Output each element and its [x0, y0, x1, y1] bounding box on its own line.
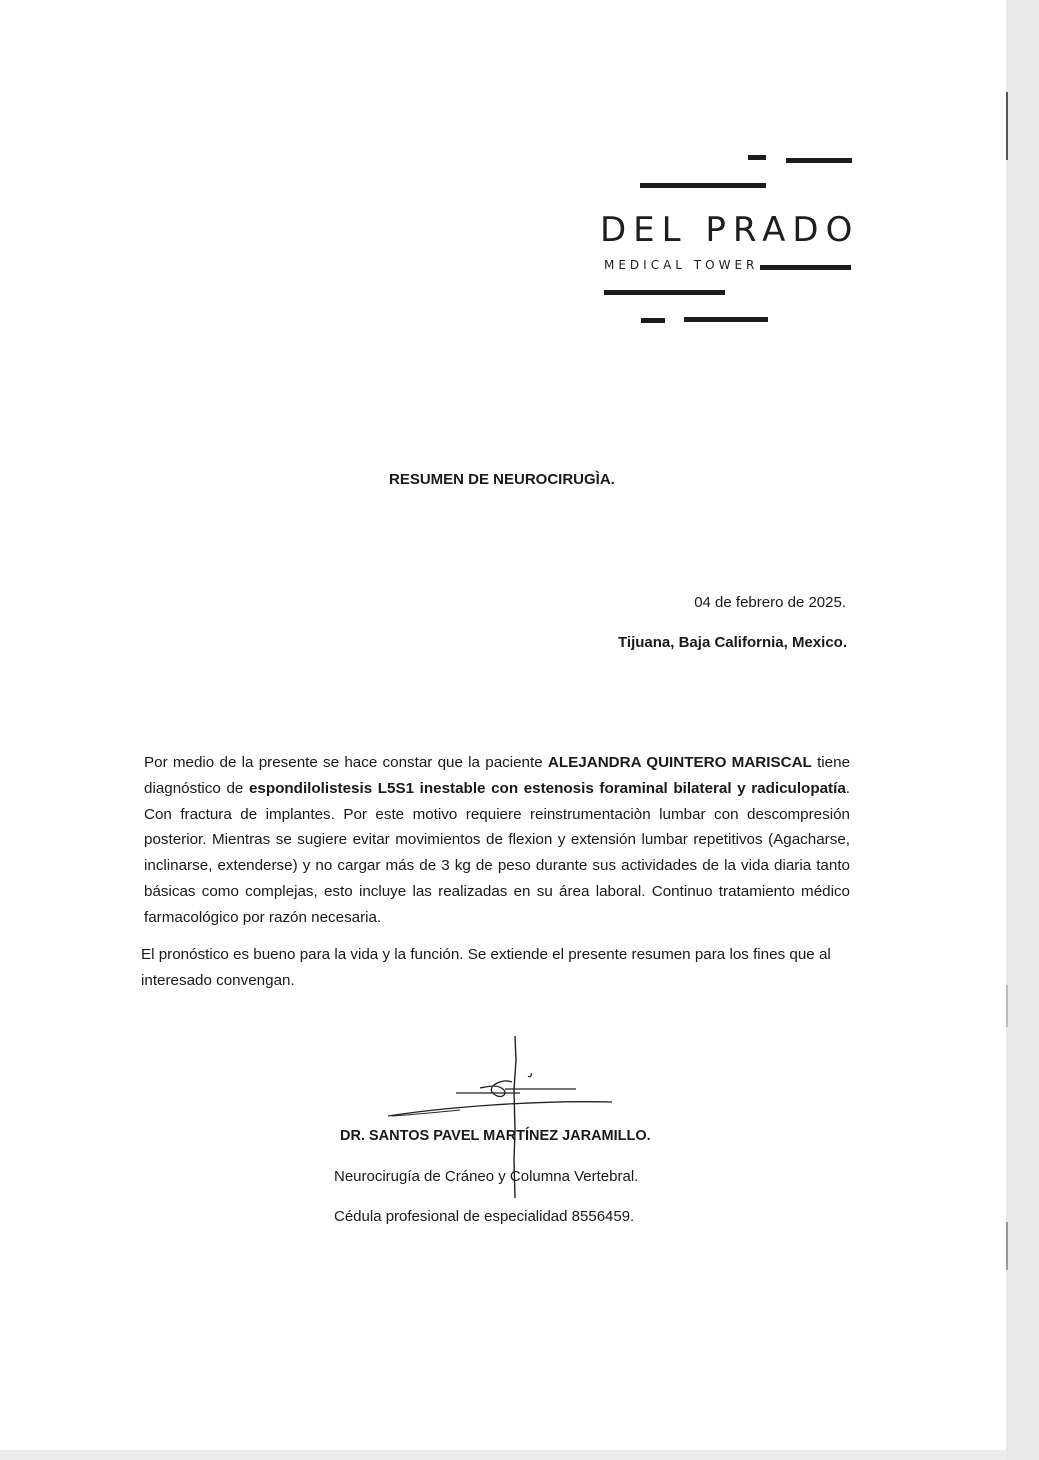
p1-intro: Por medio de la presente se hace constar que la paciente — [144, 754, 548, 771]
document-place: Tijuana, Baja California, Mexico. — [618, 634, 847, 651]
signer-name: DR. SANTOS PAVEL MARTÍNEZ JARAMILLO. — [340, 1128, 651, 1144]
edge-mark-bottom — [1006, 1222, 1008, 1270]
p1-mid: tiene diagnóstico de — [144, 754, 851, 797]
logo-bar-6 — [641, 318, 665, 323]
body-paragraph-1 — [144, 750, 850, 931]
logo-bar-4 — [760, 265, 851, 270]
diagnosis: espondilolistesis L5S1 inestable con estenosis foraminal bilateral y radiculopatía — [248, 779, 846, 797]
logo-bar-1 — [748, 155, 766, 160]
signer-license: Cédula profesional de especialidad 8556459. — [334, 1208, 635, 1225]
logo-bar-7 — [684, 317, 768, 322]
logo-bar-2 — [786, 158, 852, 163]
signer-role: Neurocirugía de Cráneo y Columna Vertebral. — [334, 1168, 639, 1185]
logo-title: DEL PRADO — [600, 210, 860, 250]
document-title: RESUMEN DE NEUROCIRUGÌA. — [389, 471, 615, 488]
logo-subtitle: MEDICAL TOWER — [604, 258, 759, 272]
body-paragraph-2: El pronóstico es bueno para la vida y la función. Se extiende el presente resumen para los fines que al interesado convengan. — [141, 946, 831, 989]
p1-rest: . Con fractura de implantes. Por este motivo requiere reinstrumentaciòn lumbar con descompresión posterior. Mientras se sugiere evitar movimientos de flexion y extensión lumbar repetitivos (Agacharse, inclinarse, extenderse) y no cargar más de 3 kg de peso durante sus actividades de la vida diaria tanto básicas como complejas, esto incluye las realizadas en su área laboral. Continuo tratamiento médico farmacológico por razón necesaria. — [144, 779, 850, 926]
document-date: 04 de febrero de 2025. — [694, 594, 846, 611]
page-edge-shadow — [1006, 0, 1039, 1460]
patient-name: ALEJANDRA QUINTERO MARISCAL — [547, 754, 812, 771]
logo-bar-5 — [604, 290, 725, 295]
edge-mark-mid — [1006, 985, 1008, 1027]
edge-mark-top — [1006, 92, 1008, 160]
logo-bar-3 — [640, 183, 766, 188]
